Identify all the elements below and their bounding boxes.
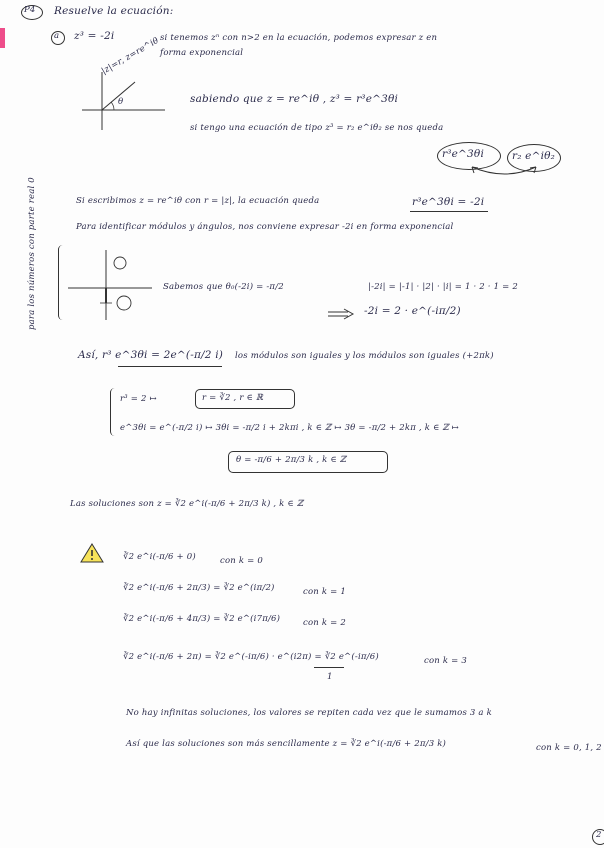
item-equation: z³ = -2i bbox=[74, 30, 115, 42]
matching-arrow bbox=[470, 165, 540, 181]
si-tengo-line: si tengo una ecuación de tipo z³ = r₂ e^iθ₂ se nos queda bbox=[190, 123, 444, 133]
escribimos-result: r³e^3θi = -2i bbox=[412, 196, 485, 208]
solution-k2-label: con k = 2 bbox=[303, 618, 346, 628]
implies-arrow bbox=[326, 307, 356, 321]
sabiendo-line: sabiendo que z = re^iθ , z³ = r³e^3θi bbox=[190, 93, 399, 105]
complex-plane-diagram-2 bbox=[66, 248, 156, 323]
system-eq-1: r³ = 2 ↦ bbox=[120, 394, 157, 404]
item-label: a bbox=[54, 31, 60, 41]
intro-line-2: forma exponencial bbox=[160, 48, 244, 58]
complex-plane-diagram bbox=[80, 70, 170, 135]
warning-triangle-icon bbox=[80, 543, 104, 563]
theta-value: θ = -π/6 + 2π/3 k , k ∈ ℤ bbox=[236, 455, 347, 465]
result-underline bbox=[410, 211, 488, 212]
solution-k1-label: con k = 1 bbox=[303, 587, 346, 597]
soluciones-line: Las soluciones son z = ∛2 e^i(-π/6 + 2π/3 k) , k ∈ ℤ bbox=[70, 499, 304, 509]
k3-underbrace bbox=[314, 667, 344, 668]
asi-underline bbox=[118, 366, 222, 367]
intro-line: si tenemos zⁿ con n>2 en la ecuación, podemos expresar z en bbox=[160, 33, 438, 43]
escribimos-line: Si escribimos z = re^iθ con r = |z|, la ecuación queda bbox=[76, 196, 320, 206]
solution-k0: ∛2 e^i(-π/6 + 0) bbox=[123, 552, 196, 562]
k3-one: 1 bbox=[327, 672, 333, 682]
side-note: para los números con parte real 0 bbox=[27, 177, 37, 330]
circled-right-text: r₂ e^iθ₂ bbox=[512, 150, 556, 162]
modulo-line: |-2i| = |-1| · |2| · |i| = 1 · 2 · 1 = 2 bbox=[368, 282, 518, 292]
solution-k2: ∛2 e^i(-π/6 + 4π/3) = ∛2 e^(i7π/6) bbox=[123, 614, 281, 624]
r-value: r = ∛2 , r ∈ ℝ bbox=[202, 393, 264, 403]
diagram-label: |z|=r, z=re^iθ bbox=[100, 35, 161, 77]
page-number: 2 bbox=[596, 830, 602, 840]
solution-k3-label: con k = 3 bbox=[424, 656, 467, 666]
solution-k1: ∛2 e^i(-π/6 + 2π/3) = ∛2 e^(iπ/2) bbox=[123, 583, 275, 593]
solution-k3: ∛2 e^i(-π/6 + 2π) = ∛2 e^(-iπ/6) · e^(i2π) = ∛2 e^(-iπ/6) bbox=[123, 652, 379, 662]
solution-k0-label: con k = 0 bbox=[220, 556, 263, 566]
circled-left-text: r³e^3θi bbox=[442, 148, 485, 160]
modulos-iguales-line: los módulos son iguales y los módulos son iguales (+2πk) bbox=[235, 351, 494, 361]
system-brace bbox=[110, 388, 119, 436]
problem-title: Resuelve la ecuación: bbox=[54, 5, 174, 17]
no-hay-line: No hay infinitas soluciones, los valores se repiten cada vez que le sumamos 3 a k bbox=[126, 708, 492, 718]
pink-tab-marker bbox=[0, 28, 5, 48]
diagram-theta: θ bbox=[118, 97, 124, 107]
arrow-result: -2i = 2 · e^(-iπ/2) bbox=[364, 305, 461, 317]
asi-line: Así, r³ e^3θi = 2e^(-π/2 i) bbox=[78, 349, 224, 361]
system-eq-2: e^3θi = e^(-π/2 i) ↦ 3θi = -π/2 i + 2kπi , k ∈ ℤ ↦ 3θ = -π/2 + 2kπ , k ∈ ℤ ↦ bbox=[120, 423, 460, 433]
asi-que-label: con k = 0, 1, 2 bbox=[536, 743, 602, 753]
asi-que-line: Así que las soluciones son más sencillamente z = ∛2 e^i(-π/6 + 2π/3 k) bbox=[126, 739, 447, 749]
problem-number: P4 bbox=[24, 5, 36, 15]
sabemos-line: Sabemos que θ₀(-2i) = -π/2 bbox=[163, 282, 284, 292]
identificar-line: Para identificar módulos y ángulos, nos conviene expresar -2i en forma exponencial bbox=[76, 222, 454, 232]
